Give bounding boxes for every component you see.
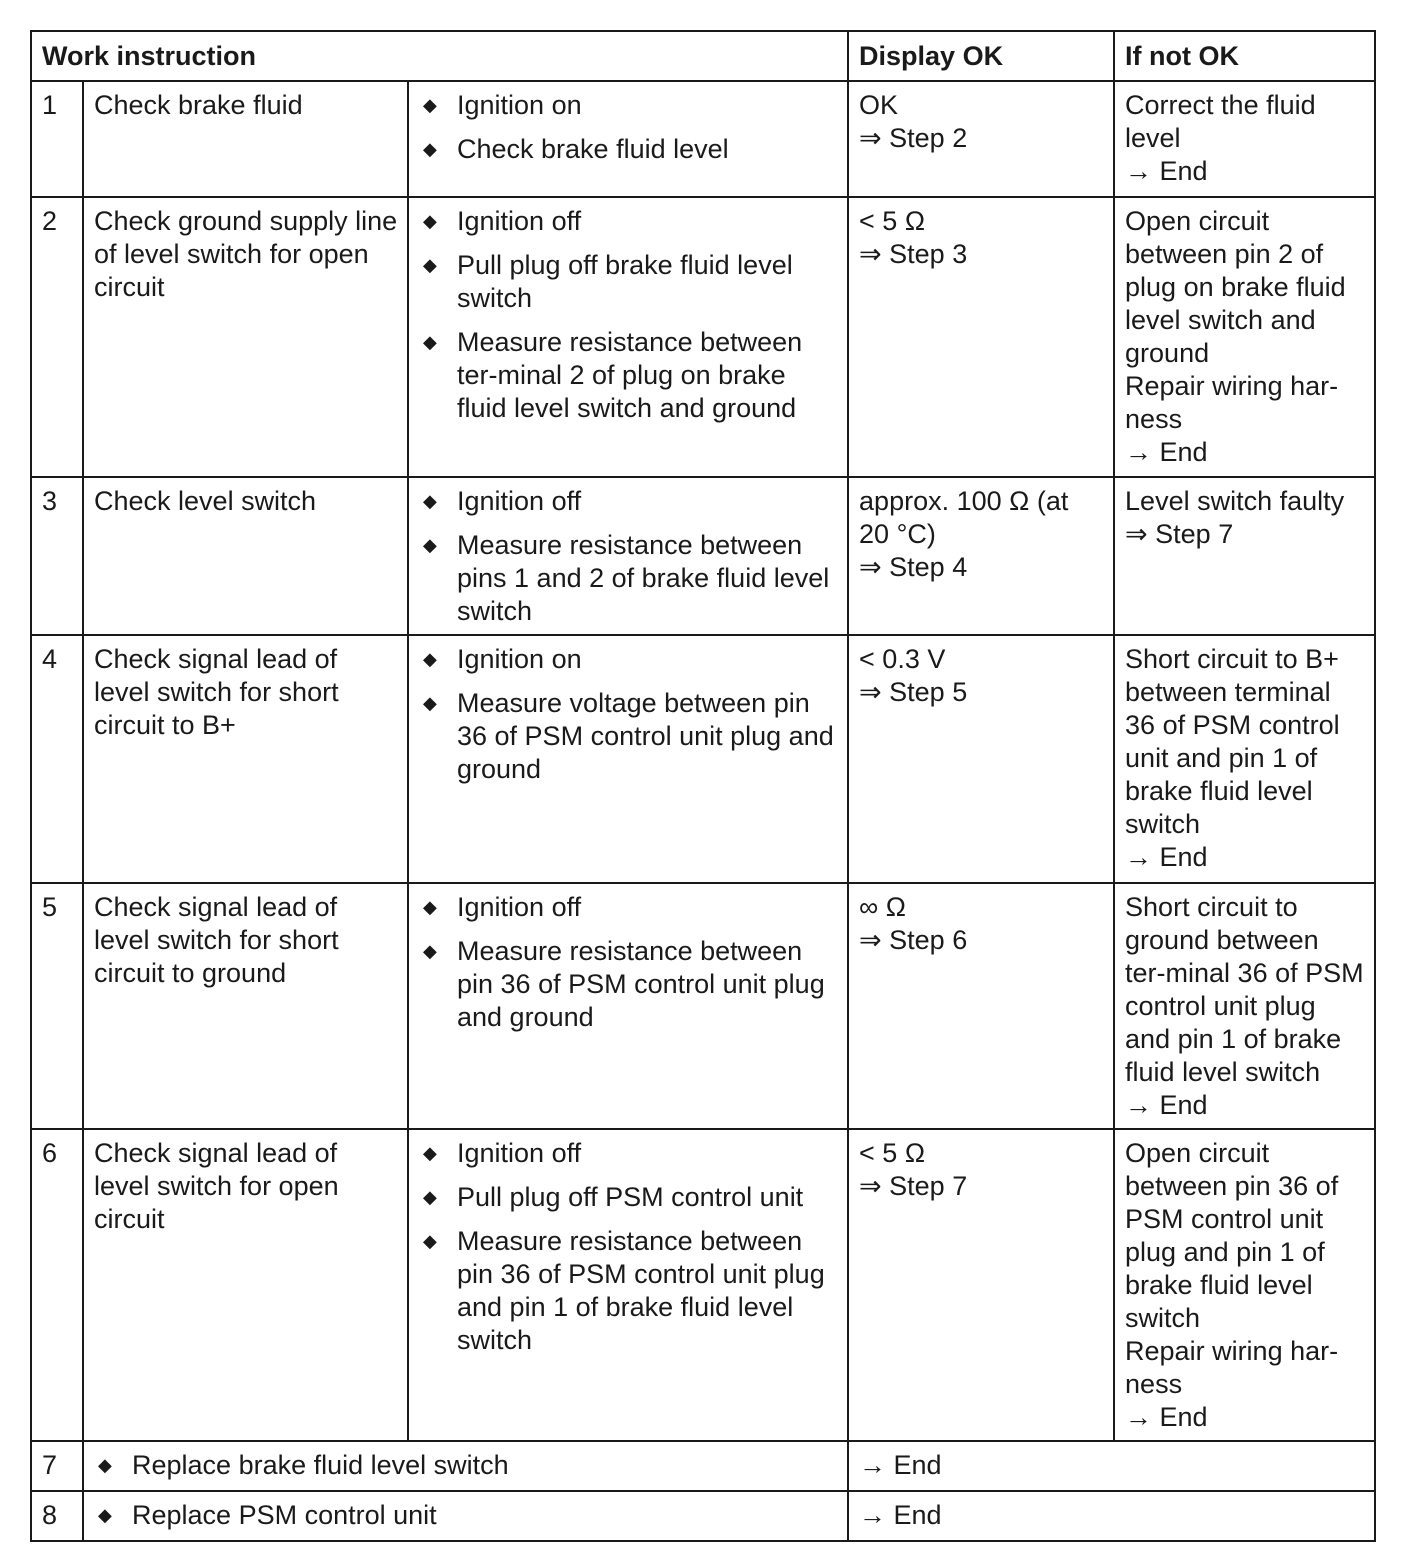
step-actions	[408, 883, 848, 1129]
display-ok-cell	[848, 883, 1114, 1129]
action-item	[419, 1137, 838, 1170]
header-display-ok: Display OK	[848, 31, 1114, 81]
step-actions	[408, 1129, 848, 1441]
bullet-icon: ◆	[423, 139, 437, 159]
final-action-cell	[83, 1491, 848, 1541]
step-row	[31, 477, 1375, 635]
action-text: Measure voltage between pin 36 of PSM control unit plug and ground	[457, 688, 834, 784]
table-body	[31, 81, 1375, 1541]
action-text: Pull plug off PSM control unit	[457, 1182, 804, 1212]
display-ok-line: ⇒ Step 3	[859, 239, 968, 269]
action-item	[419, 205, 838, 238]
if-not-ok-line: → End	[1125, 437, 1208, 467]
step-number: 4	[31, 635, 83, 883]
action-item	[419, 1225, 838, 1357]
if-not-ok-cell	[1114, 883, 1375, 1129]
display-ok-cell	[848, 477, 1114, 635]
bullet-icon: ◆	[98, 1455, 112, 1475]
if-not-ok-cell	[1114, 81, 1375, 197]
bullet-icon: ◆	[423, 491, 437, 511]
step-actions	[408, 635, 848, 883]
display-ok-line: ⇒ Step 5	[859, 677, 968, 707]
header-work-instruction: Work instruction	[31, 31, 848, 81]
if-not-ok-line: → End	[1125, 156, 1208, 186]
step-title: Check signal lead of level switch for short circuit to ground	[83, 883, 408, 1129]
action-text: Ignition off	[457, 1138, 582, 1168]
display-ok-cell	[848, 197, 1114, 477]
action-item	[94, 1449, 838, 1482]
bullet-icon: ◆	[98, 1505, 112, 1525]
display-ok-cell	[848, 1129, 1114, 1441]
action-item	[419, 935, 838, 1034]
action-text: Measure resistance between pin 36 of PSM control unit plug and ground	[457, 936, 825, 1032]
display-ok-line: approx. 100 Ω (at 20 °C)	[859, 486, 1069, 549]
action-item	[94, 1499, 838, 1532]
display-ok-line: < 5 Ω	[859, 1138, 926, 1168]
if-not-ok-cell	[1114, 197, 1375, 477]
action-item	[419, 1181, 838, 1214]
step-title: Check signal lead of level switch for open circuit	[83, 1129, 408, 1441]
action-item	[419, 687, 838, 786]
step-row	[31, 81, 1375, 197]
action-text: Ignition on	[457, 644, 582, 674]
if-not-ok-line: Repair wiring har-ness	[1125, 371, 1339, 434]
display-ok-cell	[848, 81, 1114, 197]
action-text: Pull plug off brake fluid level switch	[457, 250, 793, 313]
step-number: 8	[31, 1491, 83, 1541]
action-text: Measure resistance between pins 1 and 2 of brake fluid level switch	[457, 530, 830, 626]
action-item	[419, 89, 838, 122]
bullet-icon: ◆	[423, 649, 437, 669]
if-not-ok-cell	[1114, 477, 1375, 635]
step-title: Check ground supply line of level switch for open circuit	[83, 197, 408, 477]
action-item	[419, 326, 838, 425]
final-result-cell: → End	[848, 1491, 1375, 1541]
action-item	[419, 891, 838, 924]
action-text: Ignition off	[457, 486, 582, 516]
display-ok-line: OK	[859, 90, 899, 120]
action-text: Check brake fluid level	[457, 134, 729, 164]
step-actions	[408, 81, 848, 197]
display-ok-line: < 5 Ω	[859, 206, 926, 236]
if-not-ok-line: Level switch faulty	[1125, 486, 1345, 516]
table-header-row	[31, 31, 1375, 81]
display-ok-cell	[848, 635, 1114, 883]
final-step-row	[31, 1491, 1375, 1541]
if-not-ok-cell	[1114, 635, 1375, 883]
action-list	[419, 485, 838, 628]
action-text: Ignition off	[457, 206, 582, 236]
step-actions	[408, 197, 848, 477]
action-list	[94, 1499, 838, 1532]
bullet-icon: ◆	[423, 332, 437, 352]
final-result-cell: → End	[848, 1441, 1375, 1491]
display-ok-line: ⇒ Step 6	[859, 925, 968, 955]
if-not-ok-line: ⇒ Step 7	[1125, 519, 1234, 549]
step-row	[31, 1129, 1375, 1441]
action-list	[419, 643, 838, 786]
action-list	[419, 1137, 838, 1357]
step-row	[31, 883, 1375, 1129]
step-number: 2	[31, 197, 83, 477]
bullet-icon: ◆	[423, 255, 437, 275]
step-row	[31, 635, 1375, 883]
action-text: Ignition on	[457, 90, 582, 120]
step-actions	[408, 477, 848, 635]
header-if-not-ok: If not OK	[1114, 31, 1375, 81]
if-not-ok-line: → End	[1125, 842, 1208, 872]
action-list	[419, 891, 838, 1034]
bullet-icon: ◆	[423, 941, 437, 961]
display-ok-line: ∞ Ω	[859, 892, 906, 922]
action-list	[94, 1449, 838, 1482]
bullet-icon: ◆	[423, 1187, 437, 1207]
if-not-ok-line: Short circuit to ground between ter-minal 36 of PSM control unit plug and pin 1 of brake fluid level switch	[1125, 892, 1364, 1087]
if-not-ok-line: Short circuit to B+ between terminal 36 of PSM control unit and pin 1 of brake fluid level switch	[1125, 644, 1340, 839]
if-not-ok-line: Open circuit between pin 36 of PSM control unit plug and pin 1 of brake fluid level switch	[1125, 1138, 1339, 1333]
step-number: 1	[31, 81, 83, 197]
step-title: Check level switch	[83, 477, 408, 635]
bullet-icon: ◆	[423, 897, 437, 917]
step-number: 6	[31, 1129, 83, 1441]
display-ok-line: ⇒ Step 2	[859, 123, 968, 153]
step-title: Check signal lead of level switch for short circuit to B+	[83, 635, 408, 883]
step-number: 7	[31, 1441, 83, 1491]
if-not-ok-line: → End	[1125, 1402, 1208, 1432]
action-item	[419, 643, 838, 676]
final-step-row	[31, 1441, 1375, 1491]
bullet-icon: ◆	[423, 693, 437, 713]
action-text: Ignition off	[457, 892, 582, 922]
step-number: 5	[31, 883, 83, 1129]
step-row	[31, 197, 1375, 477]
bullet-icon: ◆	[423, 1143, 437, 1163]
bullet-icon: ◆	[423, 1231, 437, 1251]
if-not-ok-line: Repair wiring har-ness	[1125, 1336, 1339, 1399]
action-text: Measure resistance between pin 36 of PSM control unit plug and pin 1 of brake fluid level switch	[457, 1226, 825, 1355]
step-title: Check brake fluid	[83, 81, 408, 197]
if-not-ok-line: Open circuit between pin 2 of plug on brake fluid level switch and ground	[1125, 206, 1346, 368]
action-item	[419, 133, 838, 166]
bullet-icon: ◆	[423, 211, 437, 231]
display-ok-line: ⇒ Step 7	[859, 1171, 968, 1201]
bullet-icon: ◆	[423, 95, 437, 115]
action-list	[419, 89, 838, 166]
action-list	[419, 205, 838, 425]
work-instruction-table	[30, 30, 1376, 1542]
action-item	[419, 529, 838, 628]
step-number: 3	[31, 477, 83, 635]
action-item	[419, 485, 838, 518]
if-not-ok-line: Correct the fluid level	[1125, 90, 1316, 153]
display-ok-line: < 0.3 V	[859, 644, 946, 674]
action-text: Replace PSM control unit	[132, 1500, 437, 1530]
action-text: Replace brake fluid level switch	[132, 1450, 509, 1480]
if-not-ok-line: → End	[1125, 1090, 1208, 1120]
display-ok-line: ⇒ Step 4	[859, 552, 968, 582]
bullet-icon: ◆	[423, 535, 437, 555]
final-action-cell	[83, 1441, 848, 1491]
if-not-ok-cell	[1114, 1129, 1375, 1441]
action-item	[419, 249, 838, 315]
action-text: Measure resistance between ter-minal 2 of plug on brake fluid level switch and ground	[457, 327, 803, 423]
